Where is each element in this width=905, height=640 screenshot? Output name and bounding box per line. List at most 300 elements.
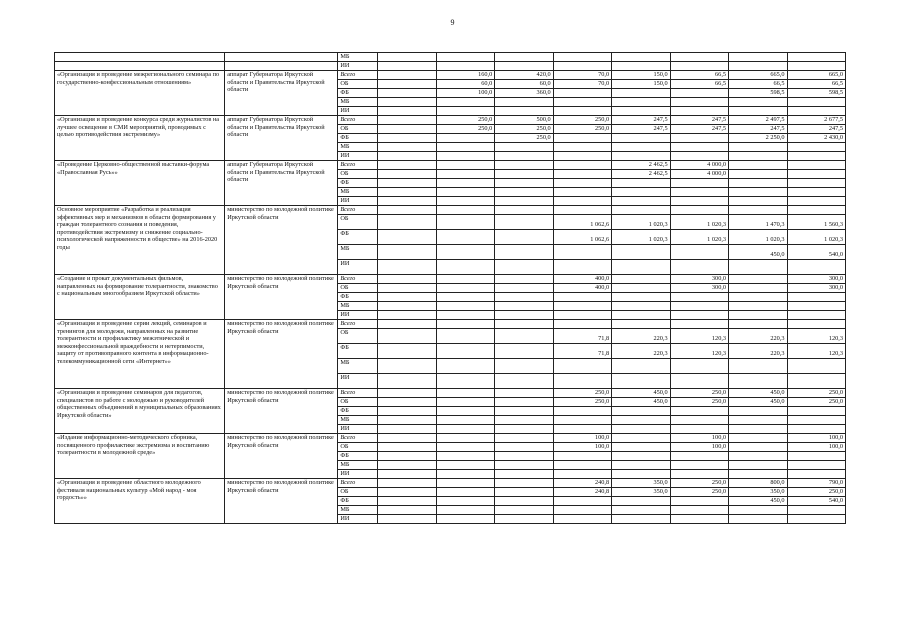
amount-cell [787, 197, 845, 206]
amount-cell [670, 515, 728, 524]
amount-cell [787, 470, 845, 479]
amount-cell [495, 497, 553, 506]
amount-cell [553, 320, 611, 329]
amount-cell [553, 179, 611, 188]
amount-cell [729, 359, 787, 374]
amount-cell [378, 125, 436, 134]
amount-cell: 100,0 [670, 443, 728, 452]
amount-cell: 1 470,3 [729, 215, 787, 230]
amount-cell [495, 152, 553, 161]
amount-cell [378, 245, 436, 260]
amount-cell [553, 62, 611, 71]
amount-cell: 100,0 [787, 434, 845, 443]
amount-cell: 71,8 [553, 329, 611, 344]
event-cell: «Организация и проведение серии лекций, семинаров и тренингов для молодежи, направленных на развитие толерантности и профилактику межэтнической и межконфессиональной враждебности и нетерпимости, защиту от противоправного контента в информационно-телекоммуникационной сети «Интернет»» [55, 320, 225, 389]
amount-cell: 250,0 [787, 398, 845, 407]
amount-cell: 160,0 [436, 71, 494, 80]
amount-cell [436, 344, 494, 359]
table-row [55, 320, 846, 329]
amount-cell [787, 62, 845, 71]
amount-cell: 247,5 [729, 125, 787, 134]
budget-table [54, 52, 846, 524]
amount-cell [378, 107, 436, 116]
amount-cell: 100,0 [553, 434, 611, 443]
amount-cell [495, 479, 553, 488]
amount-cell [378, 302, 436, 311]
funding-source-cell: МБ [338, 359, 378, 374]
amount-cell [787, 293, 845, 302]
amount-cell [729, 107, 787, 116]
amount-cell: 247,5 [612, 116, 670, 125]
funding-source-cell: Всего [338, 275, 378, 284]
funding-source-cell: МБ [338, 245, 378, 260]
amount-cell [553, 293, 611, 302]
amount-cell [436, 107, 494, 116]
amount-cell [612, 374, 670, 389]
funding-source-cell: ОБ [338, 80, 378, 89]
amount-cell [787, 260, 845, 275]
amount-cell: 2 462,5 [612, 170, 670, 179]
executor-cell: аппарат Губернатора Иркутской области и Правительства Иркутской области [225, 116, 338, 161]
amount-cell [495, 320, 553, 329]
amount-cell: 250,0 [553, 125, 611, 134]
funding-source-cell: ФБ [338, 344, 378, 359]
amount-cell [787, 515, 845, 524]
amount-cell [670, 98, 728, 107]
executor-cell: министерство по молодежной политике Иркутской области [225, 389, 338, 434]
amount-cell [670, 53, 728, 62]
amount-cell [729, 170, 787, 179]
amount-cell [495, 398, 553, 407]
amount-cell [729, 515, 787, 524]
amount-cell [787, 407, 845, 416]
amount-cell [787, 374, 845, 389]
amount-cell [495, 179, 553, 188]
amount-cell [495, 230, 553, 245]
amount-cell [436, 284, 494, 293]
amount-cell [378, 515, 436, 524]
amount-cell: 240,8 [553, 479, 611, 488]
amount-cell [378, 62, 436, 71]
amount-cell: 220,3 [729, 344, 787, 359]
amount-cell [495, 506, 553, 515]
amount-cell [378, 179, 436, 188]
amount-cell: 2 430,0 [787, 134, 845, 143]
amount-cell [729, 206, 787, 215]
funding-source-cell: ИИ [338, 425, 378, 434]
amount-cell [787, 425, 845, 434]
amount-cell [612, 62, 670, 71]
amount-cell [378, 461, 436, 470]
amount-cell [670, 134, 728, 143]
funding-source-cell: ФБ [338, 497, 378, 506]
amount-cell: 450,0 [729, 245, 787, 260]
event-cell: «Создание и прокат документальных фильмов, направленных на формирование толерантности, знакомство с национальным многообразием Иркутской области» [55, 275, 225, 320]
amount-cell [495, 245, 553, 260]
amount-cell [378, 206, 436, 215]
amount-cell [670, 143, 728, 152]
amount-cell [553, 152, 611, 161]
amount-cell [378, 161, 436, 170]
amount-cell [495, 470, 553, 479]
amount-cell [553, 89, 611, 98]
amount-cell [729, 302, 787, 311]
amount-cell [495, 62, 553, 71]
amount-cell [436, 479, 494, 488]
amount-cell [378, 359, 436, 374]
amount-cell [612, 53, 670, 62]
amount-cell [729, 425, 787, 434]
funding-source-cell: ОБ [338, 398, 378, 407]
amount-cell [787, 188, 845, 197]
amount-cell [612, 206, 670, 215]
funding-source-cell: Всего [338, 161, 378, 170]
amount-cell [612, 152, 670, 161]
amount-cell [670, 293, 728, 302]
amount-cell [729, 443, 787, 452]
amount-cell [378, 284, 436, 293]
funding-source-cell: ОБ [338, 215, 378, 230]
amount-cell: 70,0 [553, 80, 611, 89]
funding-source-cell: Всего [338, 320, 378, 329]
amount-cell [670, 506, 728, 515]
amount-cell: 250,0 [670, 398, 728, 407]
amount-cell [495, 197, 553, 206]
amount-cell [436, 398, 494, 407]
table-row [55, 161, 846, 170]
funding-source-cell: ФБ [338, 179, 378, 188]
amount-cell [436, 206, 494, 215]
amount-cell [495, 452, 553, 461]
amount-cell [436, 329, 494, 344]
amount-cell: 300,0 [670, 284, 728, 293]
amount-cell [495, 53, 553, 62]
amount-cell: 400,0 [553, 284, 611, 293]
amount-cell [612, 443, 670, 452]
amount-cell: 247,5 [612, 125, 670, 134]
amount-cell [495, 416, 553, 425]
amount-cell [378, 452, 436, 461]
amount-cell [436, 98, 494, 107]
amount-cell [378, 215, 436, 230]
amount-cell: 120,3 [670, 329, 728, 344]
amount-cell [553, 515, 611, 524]
amount-cell [436, 170, 494, 179]
amount-cell [378, 488, 436, 497]
funding-source-cell: ОБ [338, 329, 378, 344]
amount-cell [787, 98, 845, 107]
amount-cell: 1 062,6 [553, 215, 611, 230]
amount-cell [553, 416, 611, 425]
amount-cell [612, 416, 670, 425]
amount-cell [436, 359, 494, 374]
amount-cell: 66,5 [729, 80, 787, 89]
amount-cell: 598,5 [729, 89, 787, 98]
amount-cell: 66,5 [670, 71, 728, 80]
amount-cell [612, 497, 670, 506]
executor-cell: аппарат Губернатора Иркутской области и Правительства Иркутской области [225, 71, 338, 116]
amount-cell [378, 506, 436, 515]
amount-cell: 800,0 [729, 479, 787, 488]
amount-cell [729, 452, 787, 461]
amount-cell [436, 230, 494, 245]
amount-cell: 598,5 [787, 89, 845, 98]
amount-cell [670, 461, 728, 470]
amount-cell: 450,0 [729, 389, 787, 398]
amount-cell [436, 215, 494, 230]
amount-cell [436, 245, 494, 260]
table-row [55, 389, 846, 398]
amount-cell [378, 320, 436, 329]
amount-cell: 250,0 [553, 389, 611, 398]
amount-cell [378, 416, 436, 425]
amount-cell [436, 152, 494, 161]
event-cell: «Проведение Церковно-общественной выставки-форума «Православная Русь»» [55, 161, 225, 206]
amount-cell [670, 497, 728, 506]
amount-cell [612, 515, 670, 524]
amount-cell [378, 293, 436, 302]
amount-cell [436, 188, 494, 197]
amount-cell [436, 197, 494, 206]
funding-source-cell: Всего [338, 479, 378, 488]
amount-cell [553, 452, 611, 461]
amount-cell: 4 000,0 [670, 170, 728, 179]
amount-cell [378, 497, 436, 506]
amount-cell: 100,0 [787, 443, 845, 452]
amount-cell [378, 197, 436, 206]
amount-cell [495, 260, 553, 275]
amount-cell: 1 020,3 [612, 230, 670, 245]
amount-cell [553, 206, 611, 215]
amount-cell [787, 161, 845, 170]
amount-cell [729, 143, 787, 152]
amount-cell [436, 452, 494, 461]
funding-source-cell: МБ [338, 506, 378, 515]
amount-cell: 4 000,0 [670, 161, 728, 170]
amount-cell [378, 152, 436, 161]
amount-cell [612, 143, 670, 152]
amount-cell [553, 461, 611, 470]
amount-cell [787, 311, 845, 320]
funding-source-cell: МБ [338, 302, 378, 311]
funding-source-cell: ФБ [338, 407, 378, 416]
funding-source-cell: ИИ [338, 107, 378, 116]
amount-cell: 250,0 [553, 398, 611, 407]
amount-cell [378, 407, 436, 416]
funding-source-cell: ИИ [338, 152, 378, 161]
amount-cell [378, 143, 436, 152]
amount-cell [553, 143, 611, 152]
amount-cell [612, 311, 670, 320]
amount-cell [729, 311, 787, 320]
amount-cell: 300,0 [787, 275, 845, 284]
amount-cell [670, 197, 728, 206]
amount-cell [729, 293, 787, 302]
amount-cell [378, 275, 436, 284]
funding-source-cell: МБ [338, 98, 378, 107]
amount-cell [378, 344, 436, 359]
amount-cell: 250,0 [670, 479, 728, 488]
amount-cell [378, 389, 436, 398]
executor-cell: аппарат Губернатора Иркутской области и Правительства Иркутской области [225, 161, 338, 206]
amount-cell [670, 302, 728, 311]
funding-source-cell: ФБ [338, 89, 378, 98]
amount-cell [787, 416, 845, 425]
amount-cell: 360,0 [495, 89, 553, 98]
amount-cell [436, 425, 494, 434]
amount-cell: 350,0 [612, 479, 670, 488]
amount-cell [495, 359, 553, 374]
amount-cell [612, 188, 670, 197]
executor-cell [225, 62, 338, 71]
amount-cell [553, 260, 611, 275]
executor-cell: министерство по молодежной политике Иркутской области [225, 206, 338, 275]
funding-source-cell: ОБ [338, 488, 378, 497]
funding-source-cell: Всего [338, 206, 378, 215]
amount-cell [612, 302, 670, 311]
amount-cell [495, 275, 553, 284]
amount-cell [553, 470, 611, 479]
table-row [55, 275, 846, 284]
funding-source-cell: МБ [338, 188, 378, 197]
amount-cell: 240,8 [553, 488, 611, 497]
amount-cell [553, 245, 611, 260]
amount-cell [553, 98, 611, 107]
amount-cell [378, 89, 436, 98]
amount-cell [495, 143, 553, 152]
amount-cell [612, 89, 670, 98]
amount-cell [436, 311, 494, 320]
amount-cell [378, 134, 436, 143]
amount-cell: 1 020,3 [729, 230, 787, 245]
amount-cell: 66,5 [670, 80, 728, 89]
amount-cell [553, 161, 611, 170]
amount-cell [787, 107, 845, 116]
amount-cell: 1 560,3 [787, 215, 845, 230]
amount-cell [553, 302, 611, 311]
amount-cell [436, 488, 494, 497]
event-cell [55, 62, 225, 71]
amount-cell [495, 407, 553, 416]
amount-cell [612, 470, 670, 479]
amount-cell: 60,0 [495, 80, 553, 89]
amount-cell [553, 134, 611, 143]
amount-cell [378, 53, 436, 62]
amount-cell [436, 260, 494, 275]
amount-cell [729, 98, 787, 107]
amount-cell [729, 407, 787, 416]
amount-cell: 500,0 [495, 116, 553, 125]
funding-source-cell: ФБ [338, 134, 378, 143]
amount-cell: 1 020,3 [787, 230, 845, 245]
amount-cell [787, 152, 845, 161]
amount-cell: 247,5 [670, 116, 728, 125]
table-row [55, 206, 846, 215]
amount-cell [436, 497, 494, 506]
amount-cell [495, 170, 553, 179]
funding-source-cell: МБ [338, 53, 378, 62]
amount-cell [612, 359, 670, 374]
amount-cell [670, 62, 728, 71]
table-row [55, 71, 846, 80]
funding-source-cell: МБ [338, 416, 378, 425]
amount-cell: 150,0 [612, 80, 670, 89]
amount-cell: 540,0 [787, 245, 845, 260]
amount-cell [612, 107, 670, 116]
amount-cell [436, 434, 494, 443]
amount-cell [436, 302, 494, 311]
amount-cell: 220,3 [612, 344, 670, 359]
amount-cell [787, 506, 845, 515]
funding-source-cell: Всего [338, 389, 378, 398]
amount-cell [378, 71, 436, 80]
amount-cell [612, 275, 670, 284]
amount-cell [553, 188, 611, 197]
funding-source-cell: ОБ [338, 284, 378, 293]
amount-cell [436, 470, 494, 479]
amount-cell: 250,0 [495, 125, 553, 134]
amount-cell [787, 170, 845, 179]
amount-cell: 250,0 [670, 389, 728, 398]
amount-cell: 247,5 [670, 125, 728, 134]
amount-cell: 1 020,3 [670, 215, 728, 230]
funding-source-cell: ФБ [338, 230, 378, 245]
amount-cell [670, 107, 728, 116]
amount-cell: 71,8 [553, 344, 611, 359]
table-row [55, 116, 846, 125]
amount-cell [670, 470, 728, 479]
amount-cell [670, 452, 728, 461]
amount-cell [495, 284, 553, 293]
amount-cell [378, 170, 436, 179]
funding-source-cell: ИИ [338, 374, 378, 389]
funding-source-cell: ИИ [338, 62, 378, 71]
amount-cell [378, 374, 436, 389]
amount-cell [670, 206, 728, 215]
amount-cell: 150,0 [612, 71, 670, 80]
amount-cell [495, 311, 553, 320]
amount-cell [729, 53, 787, 62]
event-cell: «Организация и проведение областного молодежного фестиваля национальных культур «Мой народ - моя гордость»» [55, 479, 225, 524]
amount-cell: 100,0 [436, 89, 494, 98]
amount-cell: 250,0 [553, 116, 611, 125]
amount-cell [670, 89, 728, 98]
amount-cell [436, 53, 494, 62]
event-cell: Основное мероприятие «Разработка и реализация эффективных мер и механизмов в области формирования у граждан толерантного сознания и поведения, противодействия экстремизму и снижение социально-психологической напряженности в обществе» на 2016-2020 годы [55, 206, 225, 275]
amount-cell [495, 425, 553, 434]
amount-cell [670, 416, 728, 425]
amount-cell [670, 260, 728, 275]
amount-cell [553, 506, 611, 515]
amount-cell [436, 515, 494, 524]
amount-cell: 350,0 [612, 488, 670, 497]
funding-source-cell: ОБ [338, 170, 378, 179]
amount-cell [729, 470, 787, 479]
amount-cell [787, 302, 845, 311]
amount-cell: 665,0 [787, 71, 845, 80]
amount-cell [495, 434, 553, 443]
executor-cell: министерство по молодежной политике Иркутской области [225, 320, 338, 389]
amount-cell [436, 461, 494, 470]
amount-cell [378, 116, 436, 125]
amount-cell [378, 230, 436, 245]
executor-cell: министерство по молодежной политике Иркутской области [225, 479, 338, 524]
amount-cell: 250,0 [436, 125, 494, 134]
amount-cell: 120,3 [787, 329, 845, 344]
funding-source-cell: ИИ [338, 470, 378, 479]
amount-cell [612, 425, 670, 434]
table-row [55, 434, 846, 443]
